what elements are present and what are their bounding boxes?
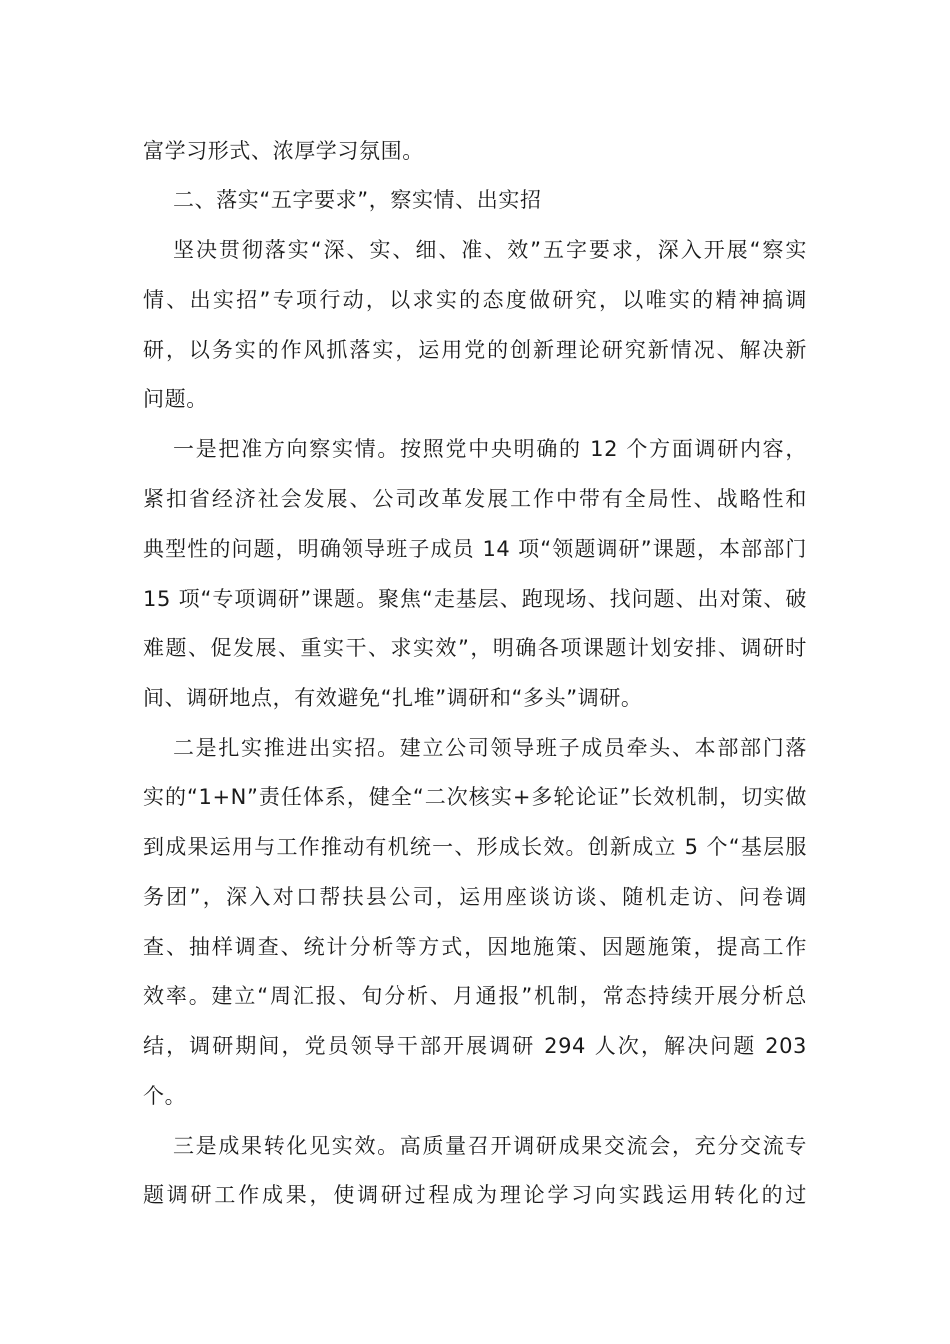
section-heading: 二、落实“五字要求”，察实情、出实招 [173,188,542,212]
text-line: 间、调研地点，有效避免“扎堆”调研和“多头”调研。 [143,686,643,710]
text-line: 二是扎实推进出实招。建立公司领导班子成员牵头、本部部门落 [173,736,807,760]
text-line: 三是成果转化见实效。高质量召开调研成果交流会，充分交流专 [173,1134,807,1158]
text-line: 研，以务实的作风抓落实，运用党的创新理论研究新情况、解决新 [143,338,807,362]
text-line: 题调研工作成果，使调研过程成为理论学习向实践运用转化的过 [143,1183,807,1207]
text-line: 实的“1+N”责任体系，健全“二次核实+多轮论证”长效机制，切实做 [143,785,807,809]
text-line: 效率。建立“周汇报、旬分析、月通报”机制，常态持续开展分析总 [143,984,807,1008]
text-line: 务团”，深入对口帮扶县公司，运用座谈访谈、随机走访、问卷调 [143,885,807,909]
text-line: 个。 [143,1084,187,1108]
text-line: 坚决贯彻落实“深、实、细、准、效”五字要求，深入开展“察实 [173,238,807,262]
text-line: 查、抽样调查、统计分析等方式，因地施策、因题施策，提高工作 [143,935,807,959]
text-line: 难题、促发展、重实干、求实效”，明确各项课题计划安排、调研时 [143,636,807,660]
text-line: 结，调研期间，党员领导干部开展调研 294 人次，解决问题 203 [143,1034,807,1058]
text-line: 问题。 [143,387,208,411]
text-line: 紧扣省经济社会发展、公司改革发展工作中带有全局性、战略性和 [143,487,807,511]
text-line: 15 项“专项调研”课题。聚焦“走基层、跑现场、找问题、出对策、破 [143,587,807,611]
text-line: 典型性的问题，明确领导班子成员 14 项“领题调研”课题，本部部门 [143,537,807,561]
text-line: 到成果运用与工作推动有机统一、形成长效。创新成立 5 个“基层服 [143,835,807,859]
text-line: 情、出实招”专项行动，以求实的态度做研究，以唯实的精神搞调 [143,288,807,312]
text-line: 富学习形式、浓厚学习氛围。 [143,139,424,163]
text-line: 一是把准方向察实情。按照党中央明确的 12 个方面调研内容， [173,437,807,461]
